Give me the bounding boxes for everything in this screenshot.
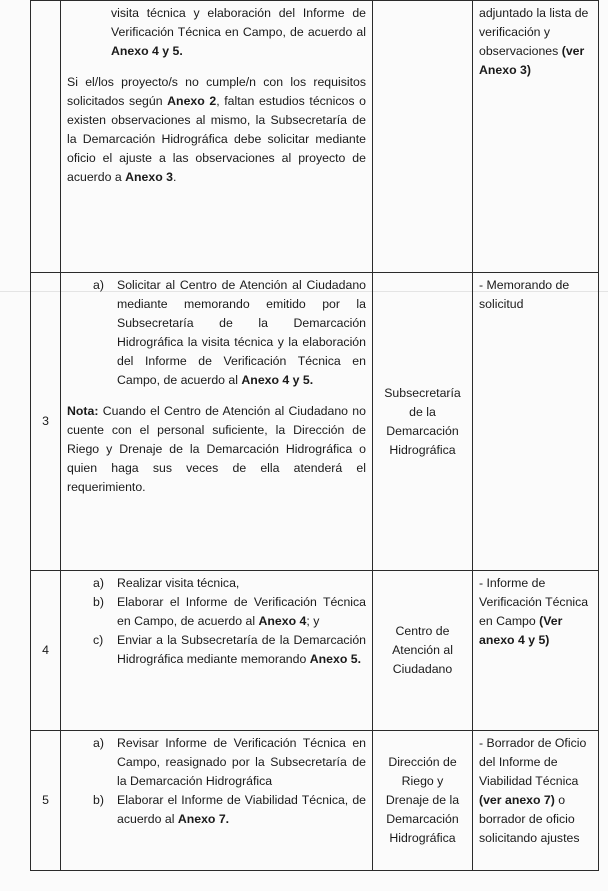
activity-paragraph: Si el/los proyecto/s no cumple/n con los requisitos solicitados según Anexo 2, faltan estudios técnicos o existen observaciones al mismo, la Subsecretaría de la Demarcación Hidrográfica debe solicitar mediante oficio el ajuste a las observaciones al proyecto de acuerdo a Anexo 3. bbox=[67, 75, 366, 184]
activity-list bbox=[67, 276, 366, 390]
activity-text: visita técnica y elaboración del Informe de Verificación Técnica en Campo, de acuerdo al Anexo 4 y 5. bbox=[111, 6, 366, 58]
responsible-cell: Subsecretaría de la Demarcación Hidrográfica bbox=[373, 273, 473, 571]
step-number bbox=[31, 1, 61, 273]
table-row bbox=[31, 571, 599, 731]
responsible-cell: Centro de Atención al Ciudadano bbox=[373, 571, 473, 731]
responsible-cell: Dirección de Riego y Drenaje de la Demarcación Hidrográfica bbox=[373, 731, 473, 871]
step-number: 5 bbox=[31, 731, 61, 871]
step-number: 4 bbox=[31, 571, 61, 731]
table-row bbox=[31, 1, 599, 273]
list-item: a) Revisar Informe de Verificación Técnica en Campo, reasignado por la Subsecretaría de la Demarcación Hidrográfica bbox=[93, 736, 366, 788]
activity-cell bbox=[61, 1, 373, 273]
note-paragraph: Nota: Cuando el Centro de Atención al Ciudadano no cuente con el personal suficiente, la Dirección de Riego y Drenaje de la Demarcación Hidrográfica o quien haga sus veces de ella atenderá el requerimiento. bbox=[67, 404, 366, 494]
output-cell: adjuntado la lista de verificación y observaciones (ver Anexo 3) bbox=[473, 1, 599, 273]
activity-cell bbox=[61, 731, 373, 871]
activity-list bbox=[67, 574, 366, 669]
procedure-table bbox=[30, 0, 599, 871]
list-item: c) Enviar a la Subsecretaría de la Demarcación Hidrográfica mediante memorando Anexo 5. bbox=[93, 633, 366, 666]
responsible-cell bbox=[373, 1, 473, 273]
table-row bbox=[31, 273, 599, 571]
output-cell: - Informe de Verificación Técnica en Campo (Ver anexo 4 y 5) bbox=[473, 571, 599, 731]
list-item: a) Solicitar al Centro de Atención al Ciudadano mediante memorando emitido por la Subsecretaría de la Demarcación Hidrográfica la visita técnica y la elaboración del Informe de Verificación Técnica en Campo, de acuerdo al Anexo 4 y 5. bbox=[93, 278, 366, 387]
list-item: b) Elaborar el Informe de Viabilidad Técnica, de acuerdo al Anexo 7. bbox=[93, 793, 366, 826]
step-number: 3 bbox=[31, 273, 61, 571]
activity-cell bbox=[61, 571, 373, 731]
list-item: b) Elaborar el Informe de Verificación Técnica en Campo, de acuerdo al Anexo 4; y bbox=[93, 595, 366, 628]
output-cell: - Borrador de Oficio del Informe de Viabilidad Técnica (ver anexo 7) o borrador de oficio solicitando ajustes bbox=[473, 731, 599, 871]
output-cell: - Memorando de solicitud bbox=[473, 273, 599, 571]
activity-cell bbox=[61, 273, 373, 571]
table-row bbox=[31, 731, 599, 871]
activity-list bbox=[67, 734, 366, 829]
list-item: a) Realizar visita técnica, bbox=[93, 576, 240, 590]
